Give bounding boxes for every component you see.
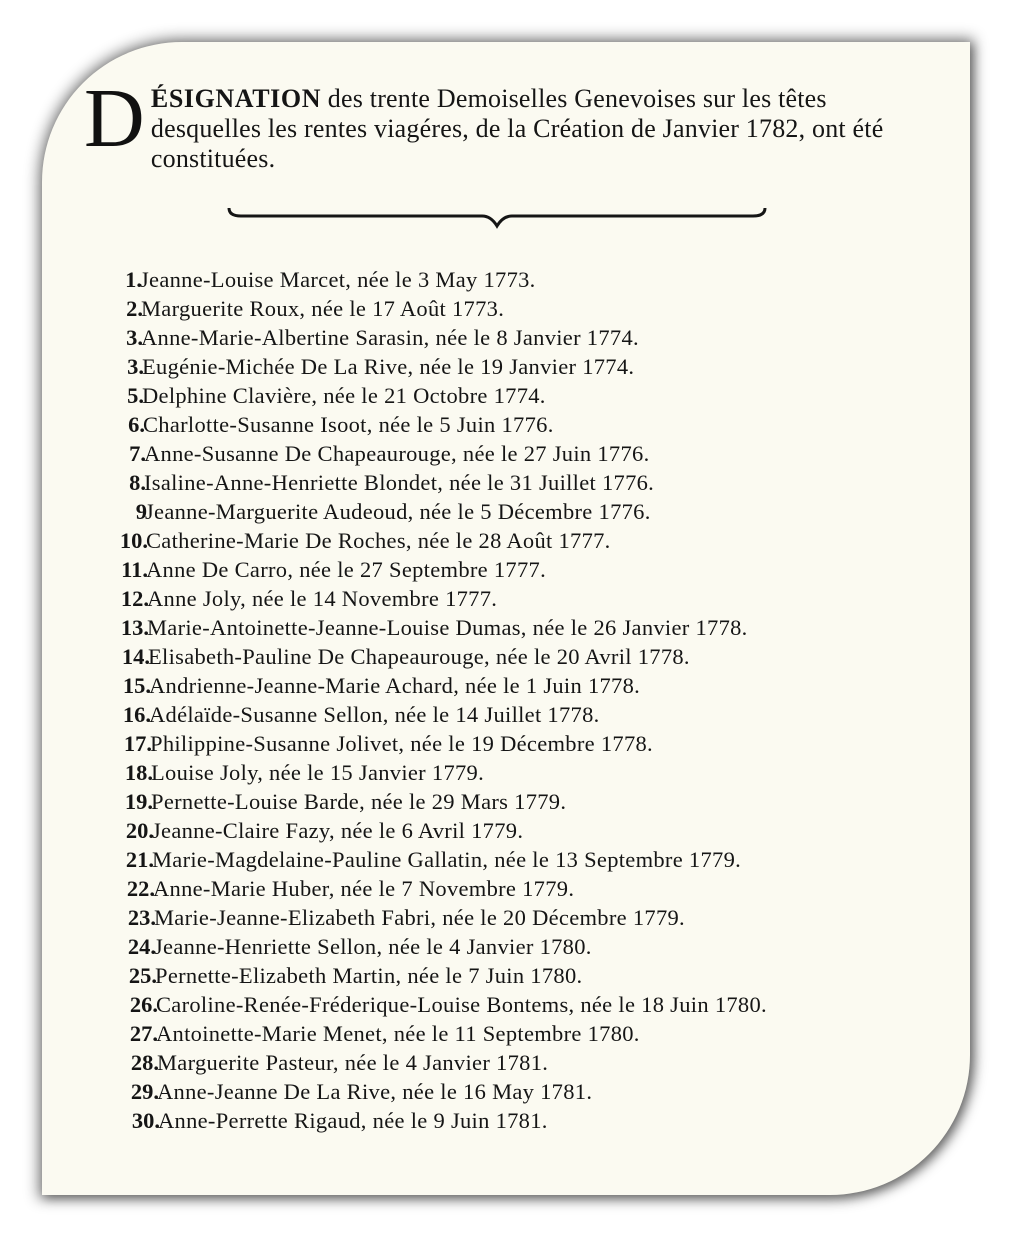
entry-text: Marie-Antoinette-Jeanne-Louise Dumas, née le 26 Janvier 1778.: [147, 615, 748, 640]
list-item: [42, 845, 970, 874]
entry-number-cell: [93, 410, 145, 439]
entry-number-cell: [97, 584, 149, 613]
entry-text: Caroline-Renée-Fréderique-Louise Bontems, née le 18 Juin 1780.: [156, 992, 767, 1017]
list-item: [42, 410, 970, 439]
entry-number: 29.: [130, 1079, 159, 1104]
list-item: [42, 787, 970, 816]
entry-number-cell: [92, 381, 144, 410]
entry-number-cell: [94, 439, 146, 468]
drop-cap: D: [84, 72, 145, 165]
entry-number-cell: [94, 468, 146, 497]
entry-number-cell: [99, 671, 151, 700]
entry-number-cell: [102, 845, 154, 874]
entry-text: Jeanne-Louise Marcet, née le 3 May 1773.: [140, 267, 536, 292]
entry-text: Philippine-Susanne Jolivet, née le 19 Décembre 1778.: [150, 731, 653, 756]
entry-text: Anne-Marie-Albertine Sarasin, née le 8 Janvier 1774.: [141, 325, 639, 350]
entry-text: Pernette-Louise Barde, née le 29 Mars 1779.: [151, 789, 567, 814]
entry-number-cell: [102, 816, 154, 845]
entry-number: 27.: [129, 1021, 158, 1046]
entry-number-cell: [99, 700, 151, 729]
entry-number: 21.: [125, 847, 154, 872]
entry-text: Jeanne-Marguerite Audeoud, née le 5 Décembre 1776.: [145, 499, 651, 524]
entry-text: Anne-Marie Huber, née le 7 Novembre 1779.: [153, 876, 575, 901]
entry-number: 13.: [120, 615, 149, 640]
document-card: [42, 42, 970, 1195]
entry-text: Marguerite Roux, née le 17 Août 1773.: [141, 296, 505, 321]
entry-number-cell: [92, 352, 144, 381]
entry-number-cell: [108, 1106, 160, 1135]
entry-number: 6.: [128, 412, 145, 437]
entry-number: 24.: [127, 934, 156, 959]
list-item: [42, 758, 970, 787]
entry-number-cell: [95, 497, 147, 526]
list-item: [42, 323, 970, 352]
entry-text: Louise Joly, née le 15 Janvier 1779.: [151, 760, 485, 785]
entry-text: Antoinette-Marie Menet, née le 11 Septembre 1780.: [156, 1021, 640, 1046]
entry-number: 8.: [129, 470, 146, 495]
entry-text: Jeanne-Claire Fazy, née le 6 Avril 1779.: [152, 818, 524, 843]
entry-number-cell: [107, 1048, 159, 1077]
entry-number-cell: [104, 903, 156, 932]
entry-text: Isaline-Anne-Henriette Blondet, née le 31 Juillet 1776.: [144, 470, 655, 495]
entry-text: Anne-Susanne De Chapeaurouge, née le 27 Juin 1776.: [144, 441, 650, 466]
entry-number: 20.: [125, 818, 154, 843]
entry-text: Andrienne-Jeanne-Marie Achard, née le 1 Juin 1778.: [149, 673, 641, 698]
entry-number: 5.: [127, 383, 144, 408]
entry-number: 1.: [125, 267, 142, 292]
entry-number: 14.: [121, 644, 150, 669]
list-item: [42, 468, 970, 497]
brace-ornament: [227, 204, 767, 236]
list-item: [42, 265, 970, 294]
entry-text: Anne Joly, née le 14 Novembre 1777.: [147, 586, 498, 611]
entry-text: Marguerite Pasteur, née le 4 Janvier 1781.: [157, 1050, 549, 1075]
entry-number-cell: [101, 787, 153, 816]
entry-number: 26.: [129, 992, 158, 1017]
document-heading: [84, 72, 904, 174]
list-item: [42, 1077, 970, 1106]
entry-text: Anne De Carro, née le 27 Septembre 1777.: [146, 557, 547, 582]
entry-number: 19.: [124, 789, 153, 814]
entry-number-cell: [106, 990, 158, 1019]
entry-number-cell: [96, 526, 148, 555]
entry-number-cell: [97, 613, 149, 642]
list-item: [42, 1106, 970, 1135]
entry-number-cell: [106, 1019, 158, 1048]
entry-number-cell: [100, 729, 152, 758]
heading-text: des trente Demoiselles Genevoises sur les têtes desquelles les rentes viagéres, de la Création de Janvier 1782, ont été constituées.: [150, 84, 884, 173]
list-item: [42, 874, 970, 903]
entry-text: Marie-Magdelaine-Pauline Gallatin, née le 13 Septembre 1779.: [152, 847, 742, 872]
list-item: [42, 990, 970, 1019]
entry-number-cell: [101, 758, 153, 787]
entry-number-cell: [90, 265, 142, 294]
entry-text: Pernette-Elizabeth Martin, née le 7 Juin 1780.: [155, 963, 583, 988]
list-item: [42, 961, 970, 990]
entry-number: 28.: [130, 1050, 159, 1075]
heading-first-word: ÉSIGNATION: [150, 84, 322, 113]
list-item: [42, 903, 970, 932]
list-item: [42, 439, 970, 468]
entry-number: 18.: [124, 760, 153, 785]
entry-number: 17.: [123, 731, 152, 756]
entry-number: 16.: [122, 702, 151, 727]
entry-number-cell: [96, 555, 148, 584]
entry-number: 12.: [120, 586, 149, 611]
entry-list: [42, 265, 970, 1135]
entry-number-cell: [105, 961, 157, 990]
entry-number: 25.: [128, 963, 157, 988]
entry-number-cell: [91, 294, 143, 323]
entry-number: 3.: [127, 354, 144, 379]
list-item: [42, 642, 970, 671]
entry-number: 23.: [127, 905, 156, 930]
list-item: [42, 671, 970, 700]
list-item: [42, 1048, 970, 1077]
entry-number: 10.: [119, 528, 148, 553]
list-item: [42, 932, 970, 961]
entry-text: Catherine-Marie De Roches, née le 28 Août 1777.: [146, 528, 611, 553]
list-item: [42, 497, 970, 526]
list-item: [42, 381, 970, 410]
entry-text: Marie-Jeanne-Elizabeth Fabri, née le 20 Décembre 1779.: [154, 905, 685, 930]
list-item: [42, 1019, 970, 1048]
entry-number-cell: [91, 323, 143, 352]
list-item: [42, 816, 970, 845]
entry-number: 11.: [121, 557, 148, 582]
list-item: [42, 526, 970, 555]
entry-text: Delphine Clavière, née le 21 Octobre 1774.: [142, 383, 546, 408]
entry-number: 2.: [126, 296, 143, 321]
entry-text: Charlotte-Susanne Isoot, née le 5 Juin 1776.: [143, 412, 554, 437]
entry-number-cell: [103, 874, 155, 903]
entry-number: 30.: [131, 1108, 160, 1133]
entry-text: Eugénie-Michée De La Rive, née le 19 Janvier 1774.: [142, 354, 635, 379]
entry-number-cell: [104, 932, 156, 961]
entry-number: 15.: [122, 673, 151, 698]
list-item: [42, 352, 970, 381]
entry-number: 3.: [126, 325, 143, 350]
entry-number: 9: [135, 499, 147, 524]
entry-number-cell: [107, 1077, 159, 1106]
document-page: [42, 42, 970, 1195]
list-item: [42, 555, 970, 584]
list-item: [42, 613, 970, 642]
entry-number: 22.: [126, 876, 155, 901]
entry-number-cell: [98, 642, 150, 671]
entry-text: Elisabeth-Pauline De Chapeaurouge, née le 20 Avril 1778.: [148, 644, 690, 669]
list-item: [42, 729, 970, 758]
list-item: [42, 584, 970, 613]
list-item: [42, 700, 970, 729]
entry-text: Jeanne-Henriette Sellon, née le 4 Janvier 1780.: [154, 934, 592, 959]
entry-text: Anne-Perrette Rigaud, née le 9 Juin 1781.: [158, 1108, 548, 1133]
entry-text: Adélaïde-Susanne Sellon, née le 14 Juillet 1778.: [149, 702, 600, 727]
entry-text: Anne-Jeanne De La Rive, née le 16 May 1781.: [157, 1079, 593, 1104]
entry-number: 7.: [129, 441, 146, 466]
list-item: [42, 294, 970, 323]
